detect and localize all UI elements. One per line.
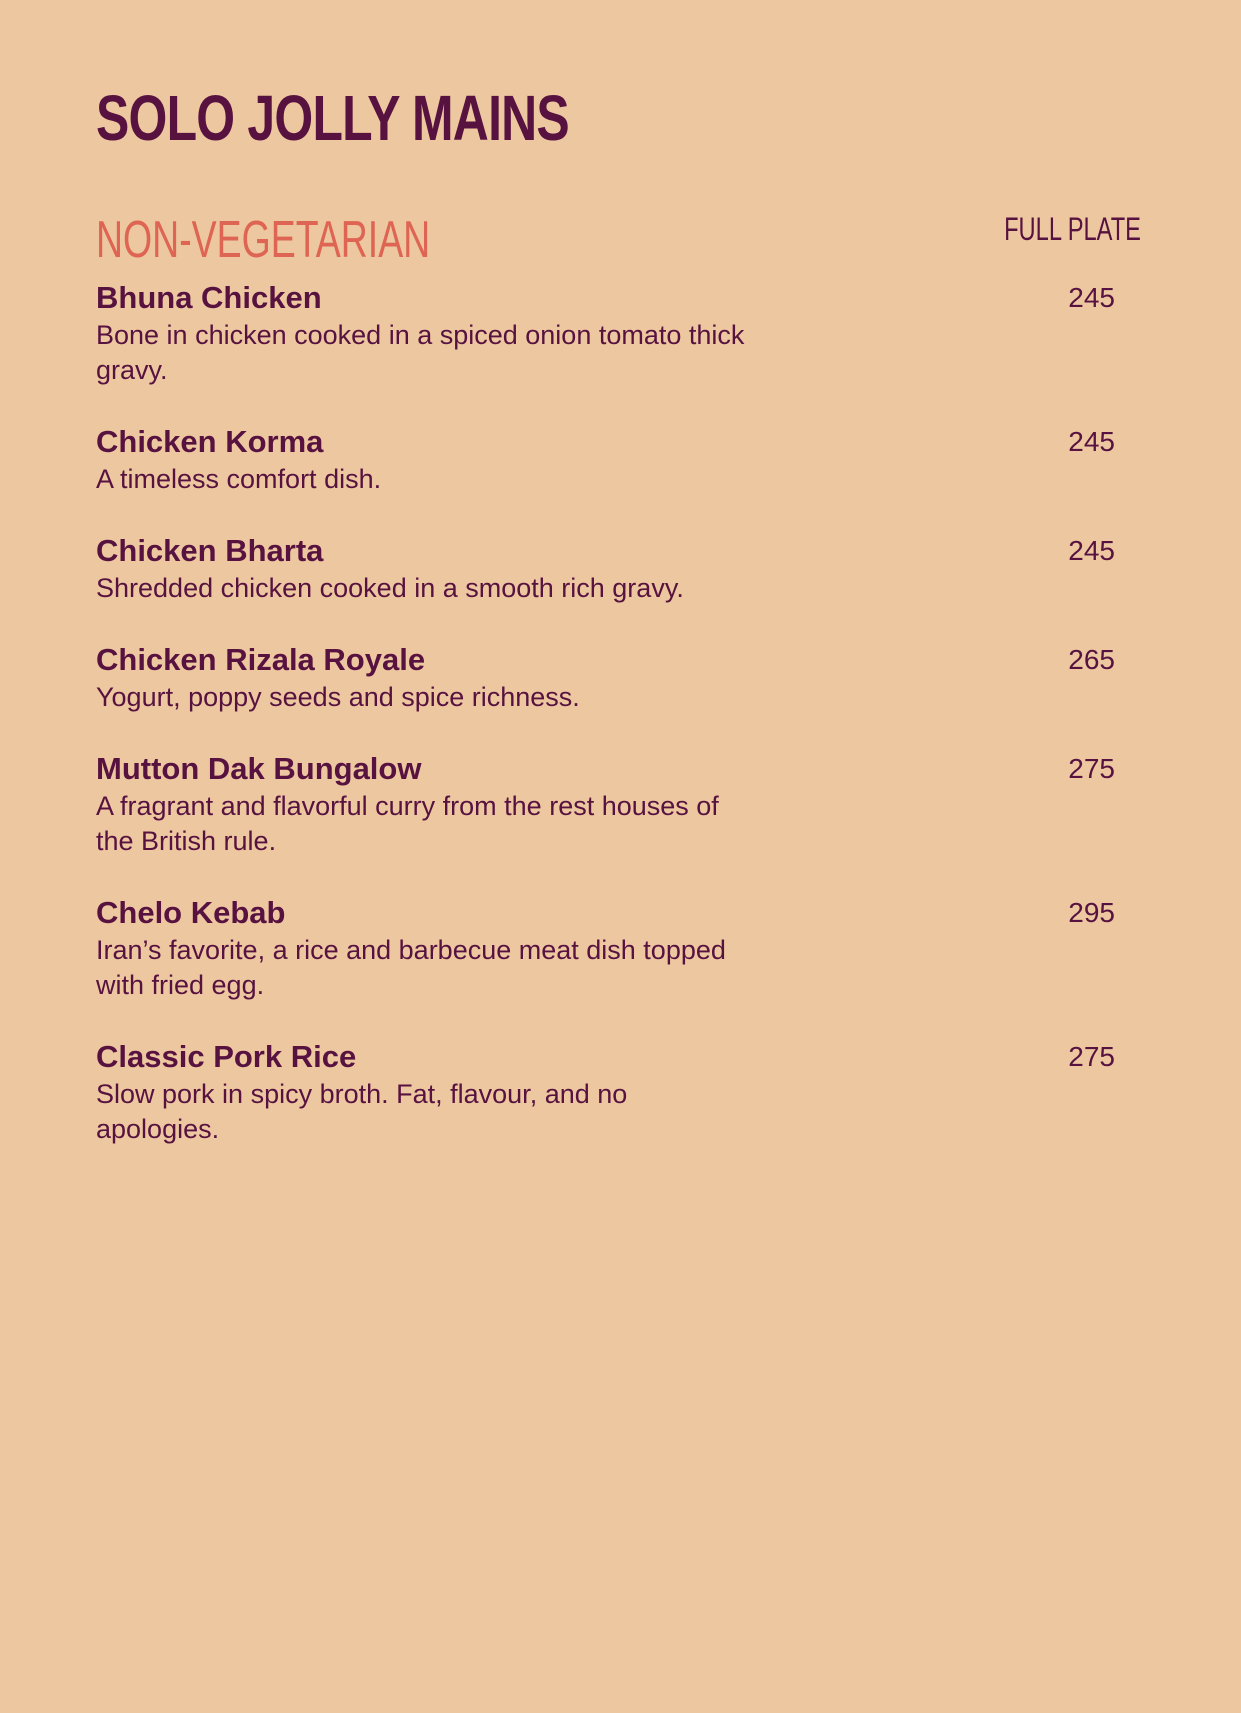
menu-item-description: Iran’s favorite, a rice and barbecue meat dish topped with fried egg.	[96, 935, 726, 1000]
menu-item-price: 275	[1068, 1041, 1115, 1072]
menu-item-price: 295	[1068, 897, 1115, 928]
menu-item-price: 245	[1068, 535, 1115, 566]
menu-item-description: A fragrant and flavorful curry from the rest houses of the British rule.	[96, 791, 719, 856]
menu-item-name: Chelo Kebab	[96, 895, 286, 930]
menu-item-name: Bhuna Chicken	[96, 280, 322, 315]
section-heading-non-vegetarian: NON-VEGETARIAN	[96, 211, 431, 269]
menu-title: SOLO JOLLY MAINS	[96, 82, 569, 154]
menu-item	[96, 640, 1146, 715]
menu-item	[96, 531, 1146, 606]
menu-item-name: Mutton Dak Bungalow	[96, 751, 422, 786]
menu-item	[96, 749, 1146, 859]
menu-item	[96, 1037, 1146, 1147]
menu-item-description: Shredded chicken cooked in a smooth rich gravy.	[96, 573, 684, 603]
menu-item-description: Yogurt, poppy seeds and spice richness.	[96, 682, 580, 712]
menu-item-name: Chicken Rizala Royale	[96, 642, 426, 677]
price-column-heading: FULL PLATE	[1004, 211, 1141, 247]
menu-item-description: Bone in chicken cooked in a spiced onion tomato thick gravy.	[96, 320, 745, 385]
menu-item-list	[96, 278, 1146, 1181]
menu-item-description: A timeless comfort dish.	[96, 464, 382, 494]
menu-item-description: Slow pork in spicy broth. Fat, flavour, and no apologies.	[96, 1079, 628, 1144]
menu-item	[96, 893, 1146, 1003]
menu-item-name: Chicken Korma	[96, 424, 324, 459]
menu-item	[96, 278, 1146, 388]
menu-item-price: 245	[1068, 426, 1115, 457]
menu-item-price: 245	[1068, 282, 1115, 313]
menu-item-price: 275	[1068, 753, 1115, 784]
menu-item-name: Chicken Bharta	[96, 533, 324, 568]
menu-item-price: 265	[1068, 644, 1115, 675]
menu-item	[96, 422, 1146, 497]
menu-item-name: Classic Pork Rice	[96, 1039, 357, 1074]
